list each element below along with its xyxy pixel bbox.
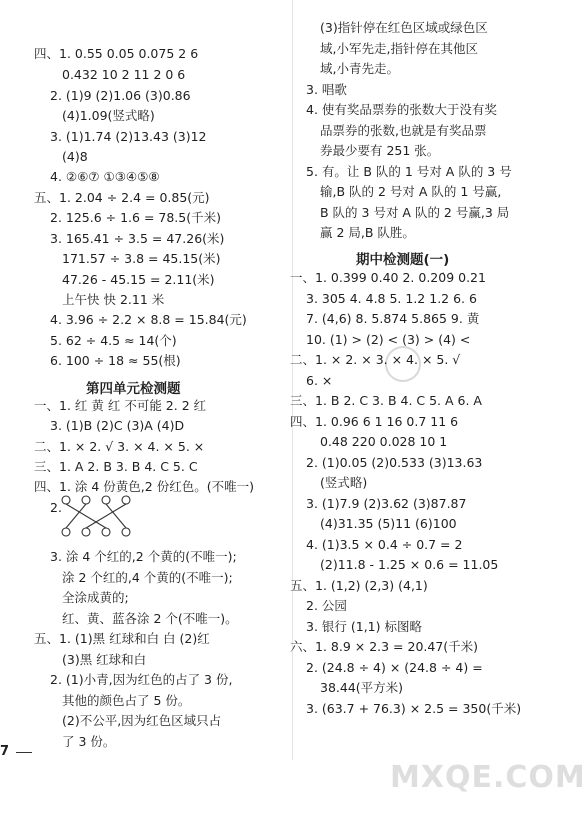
left-answer-line: 0.432 10 2 11 2 0 6	[62, 67, 186, 82]
right-answer-line: 5. 有。让 B 队的 1 号对 A 队的 3 号	[306, 164, 512, 179]
left-answer-line: 一、1. 红 黄 红 不可能 2. 2 红	[34, 398, 207, 413]
left-answer-line: 2. (1)小青,因为红色的占了 3 份,	[50, 672, 233, 687]
right-answer-line: 券最少要有 251 张。	[320, 143, 440, 158]
match-line-3	[106, 504, 126, 528]
left-answer-line: (3)黑 红球和白	[62, 652, 147, 667]
right-answer-line: 3. 唱歌	[306, 82, 347, 97]
right-answer-line: B 队的 3 号对 A 队的 2 号赢,3 局	[320, 205, 510, 220]
right-answer-line: 六、1. 8.9 × 2.3 = 20.47(千米)	[290, 639, 479, 654]
top-circle-4	[122, 496, 130, 504]
left-answer-line: 全涂成黄的;	[62, 590, 129, 605]
right-answer-line: 3. 银行 (1,1) 标图略	[306, 619, 422, 634]
right-answer-line: 域,小军先走,指针停在其他区	[320, 41, 478, 56]
left-answer-line: 涂 2 个红的,4 个黄的(不唯一);	[62, 570, 233, 585]
left-answer-line: 上午快 快 2.11 米	[62, 292, 165, 307]
left-answer-line: (4)8	[62, 149, 88, 164]
top-circle-3	[102, 496, 110, 504]
top-circle-1	[62, 496, 70, 504]
right-answer-line: 五、1. (1,2) (2,3) (4,1)	[290, 578, 428, 593]
matching-diagram	[60, 494, 140, 538]
right-answer-line: (2)11.8 - 1.25 × 0.6 = 11.05	[320, 557, 499, 572]
left-answer-line: 5. 62 ÷ 4.5 ≈ 14(个)	[50, 333, 177, 348]
right-answer-line: 输,B 队的 2 号对 A 队的 1 号赢,	[320, 184, 502, 199]
right-answer-line: 域,小青先走。	[320, 61, 399, 76]
right-answer-line: 二、1. × 2. × 3. × 4. × 5. √	[290, 352, 461, 367]
right-answer-line: 品票券的张数,也就是有奖品票	[320, 123, 487, 138]
right-answer-line: 4. 使有奖品票券的张数大于没有奖	[306, 102, 497, 117]
left-answer-line: 3. 165.41 ÷ 3.5 = 47.26(米)	[50, 231, 225, 246]
right-answer-line: 赢 2 局,B 队胜。	[320, 225, 415, 240]
bottom-circle-3	[102, 528, 110, 536]
left-answer-line: (4)1.09(竖式略)	[62, 108, 155, 123]
right-answer-line: 7. (4,6) 8. 5.874 5.865 9. 黄	[306, 311, 480, 326]
page-number-rule	[16, 752, 32, 753]
right-answer-line: 10. (1) > (2) < (3) > (4) <	[306, 332, 471, 347]
right-answer-line: 0.48 220 0.028 10 1	[320, 434, 448, 449]
left-answer-line: 2.	[50, 500, 62, 515]
bottom-circle-2	[82, 528, 90, 536]
right-answer-line: 2. 公园	[306, 598, 347, 613]
left-answer-line: 3. (1)1.74 (2)13.43 (3)12	[50, 129, 207, 144]
left-answer-line: 3. 涂 4 个红的,2 个黄的(不唯一);	[50, 549, 237, 564]
left-answer-line: 红、黄、蓝各涂 2 个(不唯一)。	[62, 611, 238, 626]
right-answer-line: 2. (1)0.05 (2)0.533 (3)13.63	[306, 455, 483, 470]
left-answer-line: 五、1. (1)黑 红球和白 白 (2)红	[34, 631, 210, 646]
right-answer-line: 四、1. 0.96 6 1 16 0.7 11 6	[290, 414, 459, 429]
left-answer-line: 四、1. 0.55 0.05 0.075 2 6	[34, 46, 199, 61]
bottom-circle-4	[122, 528, 130, 536]
right-answer-line: 3. (1)7.9 (2)3.62 (3)87.87	[306, 496, 467, 511]
right-answer-line: 2. (24.8 ÷ 4) × (24.8 ÷ 4) =	[306, 660, 483, 675]
watermark: MXQE.COM	[390, 760, 586, 795]
right-answer-line: 38.44(平方米)	[320, 680, 404, 695]
left-answer-line: 其他的颜色占了 5 份。	[62, 693, 191, 708]
match-line-1	[66, 504, 106, 528]
right-answer-line: (3)指针停在红色区域或绿色区	[320, 20, 488, 35]
left-answer-line: (2)不公平,因为红色区域只占	[62, 713, 222, 728]
right-answer-line: 6. ×	[306, 373, 333, 388]
bottom-circle-1	[62, 528, 70, 536]
left-answer-line: 2. (1)9 (2)1.06 (3)0.86	[50, 88, 191, 103]
left-answer-line: 四、1. 涂 4 份黄色,2 份红色。(不唯一)	[34, 479, 254, 494]
section-title-unit4: 第四单元检测题	[86, 381, 181, 397]
right-answer-line: (4)31.35 (5)11 (6)100	[320, 516, 457, 531]
right-answer-line: 3. 305 4. 4.8 5. 1.2 1.2 6. 6	[306, 291, 477, 306]
right-answer-line: (竖式略)	[320, 475, 368, 490]
left-answer-line: 五、1. 2.04 ÷ 2.4 = 0.85(元)	[34, 190, 210, 205]
left-answer-line: 4. ②⑥⑦ ①③④⑤⑧	[50, 169, 160, 184]
match-line-4	[86, 504, 126, 528]
right-answer-line: 一、1. 0.399 0.40 2. 0.20̇9̇ 0.21	[290, 270, 486, 285]
left-answer-line: 2. 125.6 ÷ 1.6 = 78.5(千米)	[50, 210, 221, 225]
right-answer-line: 4. (1)3.5 × 0.4 ÷ 0.7 = 2	[306, 537, 463, 552]
left-answer-line: 3. (1)B (2)C (3)A (4)D	[50, 418, 185, 433]
left-answer-line: 了 3 份。	[62, 734, 116, 749]
top-circle-2	[82, 496, 90, 504]
left-answer-line: 二、1. × 2. √ 3. × 4. × 5. ×	[34, 439, 205, 454]
left-answer-line: 4. 3.96 ÷ 2.2 × 8.8 = 15.84(元)	[50, 312, 247, 327]
left-answer-line: 三、1. A 2. B 3. B 4. C 5. C	[34, 459, 198, 474]
page-number: 7	[0, 744, 10, 759]
right-answer-line: 3. (63.7 + 76.3) × 2.5 = 350(千米)	[306, 701, 522, 716]
match-line-2	[66, 504, 86, 528]
section-title-midterm: 期中检测题(一)	[356, 252, 450, 268]
right-answer-line: 三、1. B 2. C 3. B 4. C 5. A 6. A	[290, 393, 482, 408]
left-answer-line: 6. 100 ÷ 18 ≈ 55(根)	[50, 353, 181, 368]
left-answer-line: 171.57 ÷ 3.8 = 45.15(米)	[62, 251, 221, 266]
left-answer-line: 47.26 - 45.15 = 2.11(米)	[62, 272, 215, 287]
